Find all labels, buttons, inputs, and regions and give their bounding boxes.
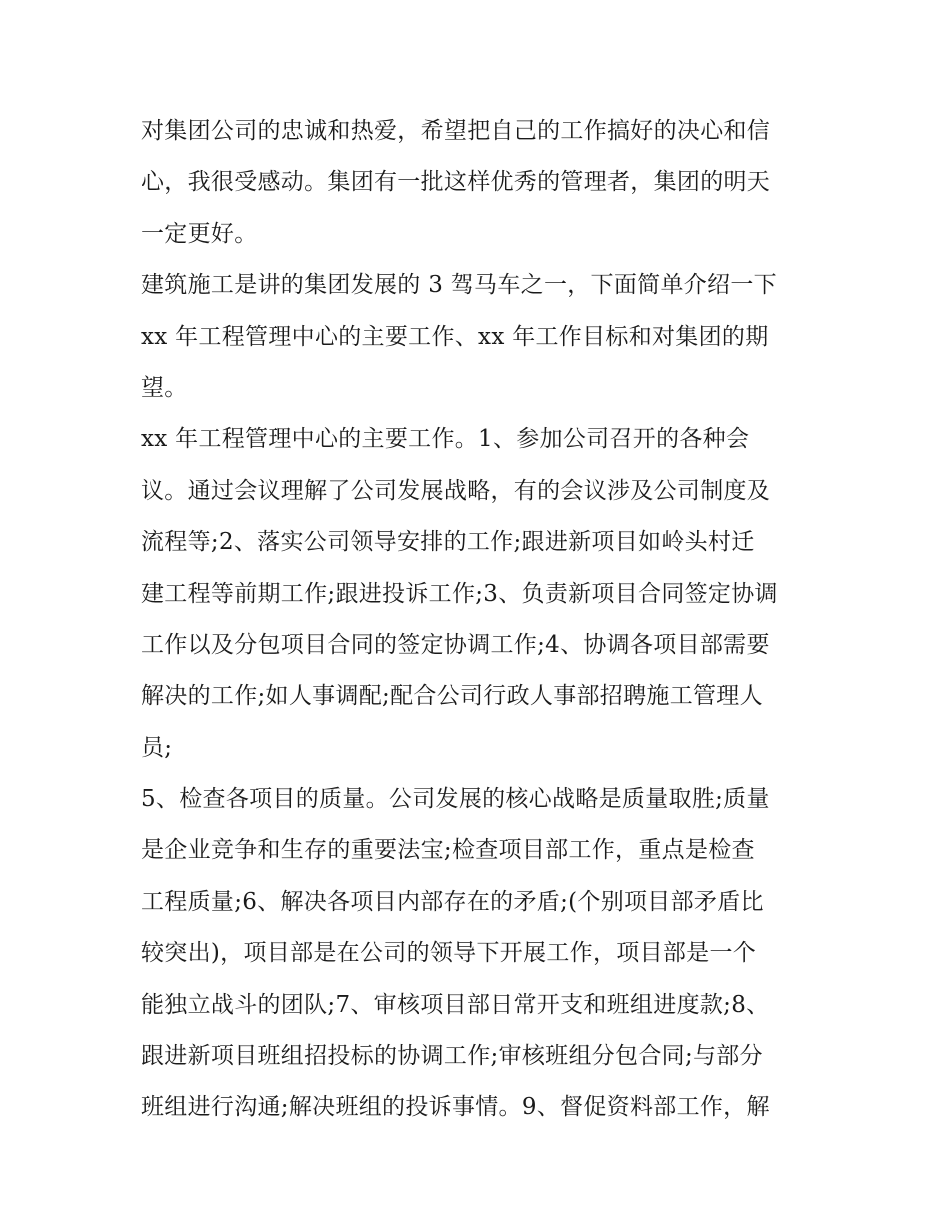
text-line: 建工程等前期工作;跟进投诉工作;3、负责新项目合同签定协调 [141,580,778,607]
text-line: 望。 [141,374,188,401]
text-line: 能独立战斗的团队;7、审核项目部日常开支和班组进度款;8、 [141,991,770,1018]
text-line: 建筑施工是讲的集团发展的 3 驾马车之一，下面简单介绍一下 [141,272,777,299]
text-line: 对集团公司的忠诚和热爱，希望把自己的工作搞好的决心和信 [141,118,771,144]
document-body [141,106,821,1134]
text-line: 跟进新项目班组招投标的协调工作;审核班组分包合同;与部分 [141,1043,763,1070]
text-line: 工作以及分包项目合同的签定协调工作;4、协调各项目部需要 [141,631,770,658]
text-line: 流程等;2、落实公司领导安排的工作;跟进新项目如岭头村迁 [141,529,755,556]
text-line: xx 年工程管理中心的主要工作。1、参加公司召开的各种会 [141,426,750,453]
text-line: 心，我很受感动。集团有一批这样优秀的管理者，集团的明天 [141,169,771,196]
text-line: 5、检查各项目的质量。公司发展的核心战略是质量取胜;质量 [141,786,770,813]
text-line: 是企业竞争和生存的重要法宝;检查项目部工作，重点是检查 [141,837,755,864]
text-line: 较突出)，项目部是在公司的领导下开展工作，项目部是一个 [141,940,757,967]
text-line: 议。通过会议理解了公司发展战略，有的会议涉及公司制度及 [141,477,771,504]
text-line: 一定更好。 [141,220,258,247]
text-line: xx 年工程管理中心的主要工作、xx 年工作目标和对集团的期 [141,323,769,350]
text-line: 员; [141,734,173,761]
text-line: 解决的工作;如人事调配;配合公司行政人事部招聘施工管理人 [141,683,763,710]
text-line: 工程质量;6、解决各项目内部存在的矛盾;(个别项目部矛盾比 [141,888,764,915]
text-line: 班组进行沟通;解决班组的投诉事情。9、督促资料部工作，解 [141,1094,770,1121]
